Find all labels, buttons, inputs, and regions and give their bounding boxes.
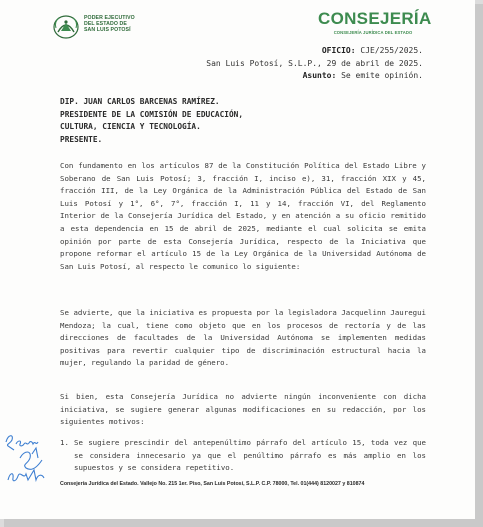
asunto-line	[303, 71, 423, 80]
addressee-presente: PRESENTE.	[60, 134, 103, 144]
addressee-position-cont: CULTURA, CIENCIA Y TECNOLOGÍA.	[60, 122, 201, 131]
list-item-text: Se sugiere prescindir del antepenúltimo párrafo del artículo 15, toda vez que se considera innecesario ya que el penúltimo párrafo es más amplio en los supuestos y se considera repetitivo.	[74, 438, 426, 473]
paragraph-opinion: Si bien, esta Consejería Jurídica no advierte ningún inconveniente con dicha iniciativa, se sugiere generar algunas modificaciones en su redacción, por los siguientes motivos:	[60, 392, 426, 427]
oficio-line	[322, 46, 423, 55]
asunto-label: Asunto:	[302, 71, 337, 80]
page-shadow-bottom	[4, 519, 483, 527]
state-seal-icon	[52, 14, 80, 40]
list-item-number: 1.	[60, 438, 69, 447]
place-date: San Luis Potosí, S.L.P., 29 de abril de 2025.	[206, 59, 423, 68]
handwritten-receipt-signature	[2, 428, 72, 484]
document-footer: Consejería Jurídica del Estado. Vallejo No. 215 1er. Piso, San Luis Potosí, S.L.P. C.P. 78000, Tel. 01(444) 8120027 y 810874	[60, 481, 365, 487]
oficio-value: CJE/255/2025.	[360, 46, 423, 55]
gov-line: SAN LUIS POTOSÍ	[84, 27, 131, 34]
addressee-name: DIP. JUAN CARLOS BARCENAS RAMÍREZ.	[60, 97, 220, 106]
paragraph-legal-basis: Con fundamento en los artículos 87 de la Constitución Política del Estado Libre y Soberano de San Luis Potosí; 3, fracción I, inciso e), 31, fracción XIX y 45, fracción III, de la Ley Orgánica de la Administración Pública del Estado de San Luis Potosí y 1°, 6°, 7°, fracción I, 11 y 14, fracción VI, del Reglamento Interior de la Consejería Jurídica del Estado, y en atención a su oficio remitido a esta dependencia en 15 de abril de 2025, mediante el cual solicita se emita opinión por parte de esta Consejería Jurídica, respecto de la Iniciativa que propone reformar el artículo 15 de la Ley Orgánica de la Universidad Autónoma de San Luis Potosí, al respecto le comunico lo siguiente:	[60, 161, 426, 271]
paragraph-initiative-summary: Se advierte, que la iniciativa es propuesta por la legisladora Jacquelinn Jauregui Mendoza; la cual, tiene como objeto que en los procesos de rectoría y de las direcciones de facultades de la Universidad Autónoma se implementen medidas positivas para revertir cualquier tipo de discriminación estructural hacia la mujer, regulando la paridad de género.	[60, 308, 426, 368]
addressee-position: PRESIDENTE DE LA COMISIÓN DE EDUCACIÓN,	[60, 109, 244, 119]
asunto-value: Se emite opinión.	[341, 71, 423, 80]
addressee-block	[60, 96, 243, 146]
brand-title: CONSEJERÍA	[318, 9, 432, 28]
page-shadow-right	[475, 4, 483, 527]
gov-line: DEL ESTADO DE	[84, 21, 127, 28]
brand-subtitle: CONSEJERÍA JURÍDICA DEL ESTADO	[333, 30, 413, 35]
oficio-label: OFICIO:	[321, 46, 356, 55]
government-name	[84, 15, 194, 34]
gov-line: PODER EJECUTIVO	[84, 15, 135, 21]
